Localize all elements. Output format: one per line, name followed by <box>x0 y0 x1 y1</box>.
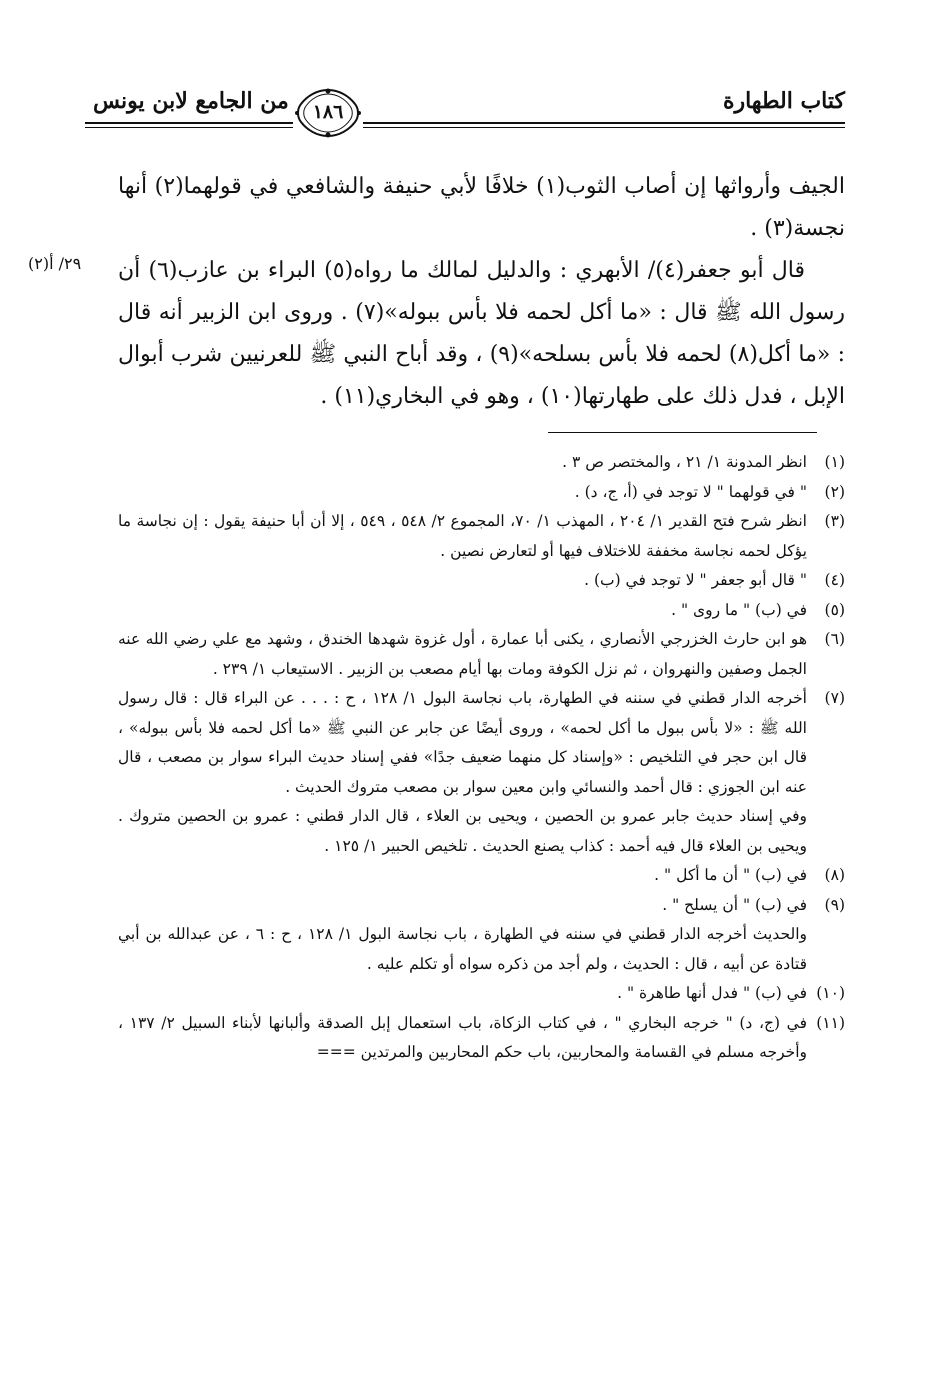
header-rule-thin <box>85 127 845 128</box>
footnote-number: (١٠) <box>816 984 845 1002</box>
body-paragraph-1: الجيف وأرواثها إن أصاب الثوب(١) خلافًا لأبي حنيفة والشافعي في قولهما(٢) أنها نجسة(٣) . <box>118 174 845 241</box>
footnote-number: (٦) <box>824 630 845 648</box>
footnote-number: (٨) <box>824 866 845 884</box>
footnote-number: (٢) <box>824 482 845 501</box>
footnote <box>118 507 845 566</box>
footnote-number: (٩) <box>824 895 845 914</box>
footnote <box>118 625 845 684</box>
footnote <box>118 448 845 478</box>
footnote-text: أخرجه الدار قطني في سننه في الطهارة، باب نجاسة البول ١/ ١٢٨ ، ح : . . . عن البراء قال : قال رسول الله ﷺ : «لا بأس ببول ما أكل لحمه» ، وروى أيضًا عن جابر عن النبي ﷺ «ما أكل لحمه فلا بأس ببوله» ، قال ابن حجر في التلخيص : «وإسناد كل منهما ضعيف جدًا» ففي إسناد حديث البراء سوار بن مصعب ، قال عنه ابن الجوزي : قال أحمد والنسائي وابن معين سوار بن مصعب متروك الحديث . <box>118 689 807 796</box>
footnote-number: (١) <box>824 453 845 471</box>
footnote-number: (٧) <box>824 689 845 707</box>
footnote-number: (٥) <box>824 600 845 619</box>
book-title: كتاب الطهارة <box>722 88 845 114</box>
header-rule <box>85 122 845 124</box>
footnote-number: (٣) <box>824 512 845 530</box>
footnote <box>118 979 845 1009</box>
footnote-text: " قال أبو جعفر " لا توجد في (ب) . <box>584 571 807 589</box>
footnote-text: والحديث أخرجه الدار قطني في سننه في الطهارة ، باب نجاسة البول ١/ ١٢٨ ، ح : ٦ ، عن عبدالله بن أبي قتادة عن أبيه ، قال : الحديث ، ولم أجد من ذكره سواه أو تكلم عليه . <box>118 925 808 973</box>
footnote <box>118 684 845 802</box>
body-paragraph-2: قال أبو جعفر(٤)/ الأبهري : والدليل لمالك ما رواه(٥) البراء بن عازب(٦) أن رسول الله ﷺ قال : «ما أكل لحمه فلا بأس ببوله»(٧) . وروى ابن الزبير أنه قال : «ما أكل(٨) لحمه فلا بأس بسلحه»(٩) ، وقد أباح النبي ﷺ للعرنيين شرب أبوال الإبل ، فدل ذلك على طهارتها(١٠) ، وهو في البخاري(١١) . <box>118 258 846 409</box>
footnote <box>118 566 845 596</box>
margin-folio-note: ٢٩/ أ(٢) <box>28 254 82 273</box>
footnote-number <box>807 920 845 979</box>
footnote <box>118 802 845 861</box>
footnote-text: في (ب) " ما روى " . <box>671 600 807 619</box>
footnote-separator <box>548 432 817 433</box>
footnote-number: (٤) <box>824 571 845 589</box>
footnote-text: في (ب) " أن ما أكل " . <box>654 866 807 884</box>
footnote-number <box>807 802 845 861</box>
footnote-text: في (ج، د) " خرجه البخاري " ، في كتاب الزكاة، باب استعمال إبل الصدقة وألبانها لأبناء السبيل ٢/ ١٣٧ ، وأخرجه مسلم في القسامة والمحاربين، باب حكم المحاربين والمرتدين === <box>118 1013 807 1061</box>
footnote <box>118 478 845 508</box>
footnote <box>118 891 845 921</box>
footnote-text: انظر شرح فتح القدير ١/ ٢٠٤ ، المهذب ١/ ٧٠، المجموع ٢/ ٥٤٨ ، ٥٤٩ ، إلا أن أبا حنيفة يقول : إن نجاسة ما يؤكل لحمه نجاسة مخففة للاختلاف فيها أو لتعارض نصين . <box>118 512 807 560</box>
page-number: ١٨٦ <box>312 101 344 123</box>
footnote-text: " في قولهما " لا توجد في (أ، ج، د) . <box>574 482 807 501</box>
footnotes <box>118 448 845 1068</box>
footnote-text: في (ب) " فدل أنها طاهرة " . <box>617 984 807 1002</box>
footnote <box>118 861 845 891</box>
footnote <box>118 596 845 626</box>
footnote <box>118 920 845 979</box>
page-number-ornament <box>293 88 363 138</box>
footnote-text: هو ابن حارث الخزرجي الأنصاري ، يكنى أبا عمارة ، أول غزوة شهدها الخندق ، وشهد مع علي رضي الله عنه الجمل وصفين والنهروان ، ثم نزل الكوفة ومات بها أيام مصعب بن الزبير . الاستيعاب ١/ ٢٣٩ . <box>118 630 807 678</box>
footnote-text: انظر المدونة ١/ ٢١ ، والمختصر ص ٣ . <box>562 453 807 471</box>
page-header <box>85 84 845 144</box>
footnote-text: في (ب) " أن يسلح " . <box>662 895 807 914</box>
footnote-number: (١١) <box>816 1013 845 1032</box>
footnote-text: وفي إسناد حديث جابر عمرو بن الحصين ، ويحيى بن العلاء ، قال الدار قطني : عمرو بن الحصين متروك . ويحيى بن العلاء قال فيه أحمد : كذاب يصنع الحديث . تلخيص الحبير ١/ ١٢٥ . <box>118 807 807 855</box>
source-title: من الجامع لابن يونس <box>93 88 289 114</box>
footnote <box>118 1009 845 1068</box>
